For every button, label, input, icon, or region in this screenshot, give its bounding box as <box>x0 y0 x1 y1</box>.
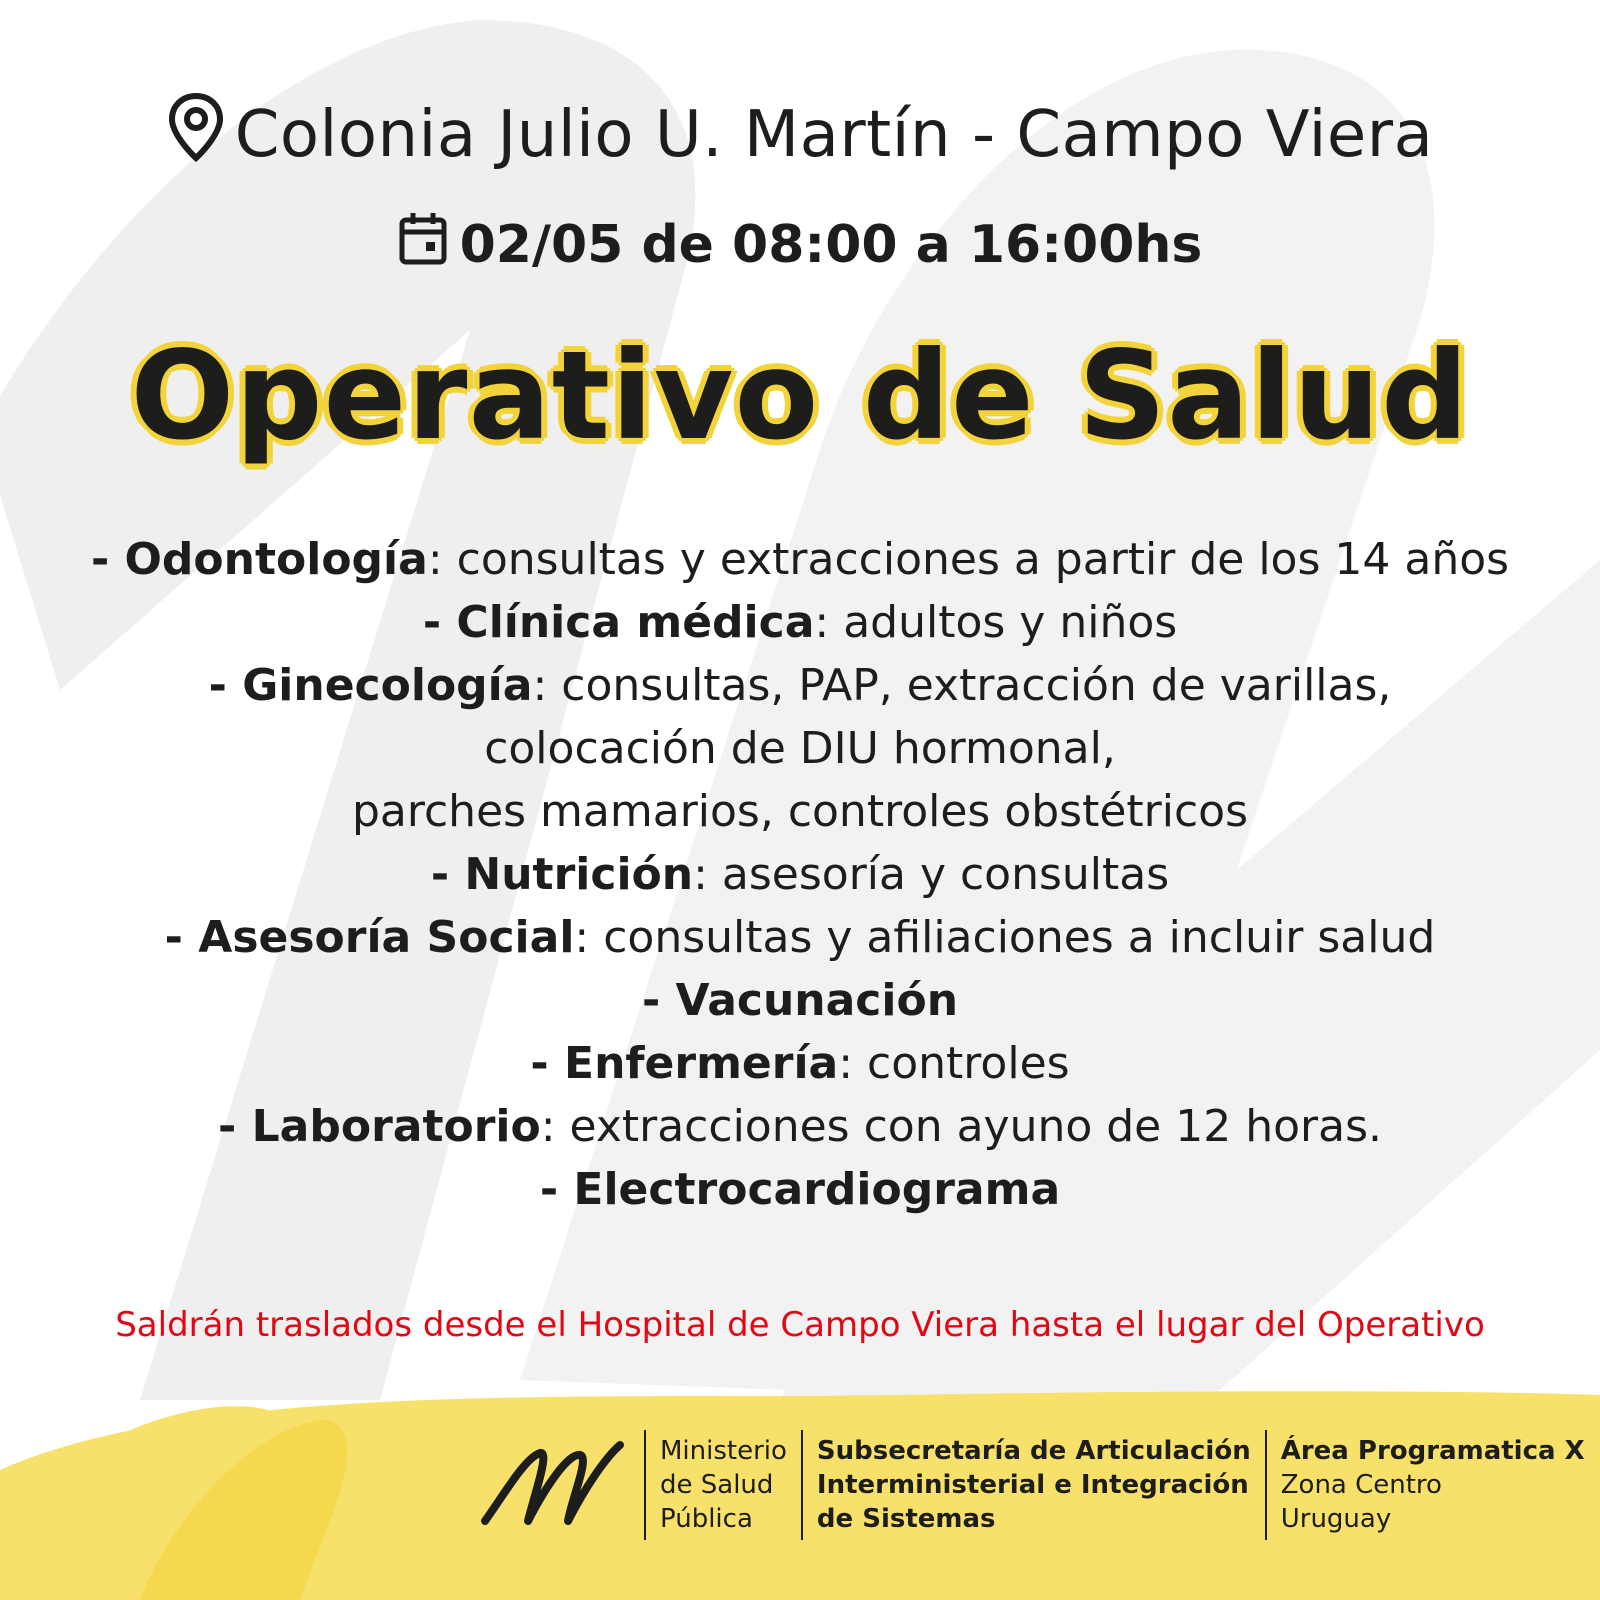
service-item <box>0 528 1600 591</box>
location-text: Colonia Julio U. Martín - Campo Viera <box>234 98 1434 172</box>
transport-notice: Saldrán traslados desde el Hospital de Campo Viera hasta el lugar del Operativo <box>115 1305 1485 1345</box>
date-line <box>0 210 1600 279</box>
service-detail: : asesoría y consultas <box>693 849 1170 900</box>
service-name: Enfermería <box>564 1038 839 1089</box>
service-bullet: - <box>164 912 199 963</box>
service-detail: : consultas, PAP, extracción de varillas, <box>532 660 1392 711</box>
service-item <box>0 654 1600 717</box>
service-name: Asesoría Social <box>198 912 575 963</box>
service-item <box>0 969 1600 1032</box>
service-item <box>0 906 1600 969</box>
service-detail: : consultas y afiliaciones a incluir salud <box>574 912 1436 963</box>
service-name: Ginecología <box>242 660 533 711</box>
footer-logos <box>480 1420 1585 1550</box>
service-name: Odontología <box>124 534 428 585</box>
ministry-logo-icon <box>480 1433 630 1537</box>
calendar-icon <box>398 210 448 279</box>
service-bullet: - <box>539 1164 574 1215</box>
service-bullet: - <box>90 534 125 585</box>
service-bullet: - <box>218 1101 252 1152</box>
service-item <box>0 1158 1600 1221</box>
service-detail: : adultos y niños <box>814 597 1178 648</box>
service-item <box>0 1032 1600 1095</box>
footer-divider <box>1265 1430 1267 1540</box>
service-name: Clínica médica <box>456 597 815 648</box>
service-item <box>0 843 1600 906</box>
services-list <box>0 528 1600 1221</box>
service-detail: colocación de DIU hormonal, <box>484 723 1116 774</box>
service-bullet: - <box>430 849 465 900</box>
service-item <box>0 1095 1600 1158</box>
area-programatica: Área Programatica X Zona Centro Uruguay <box>1280 1436 1585 1534</box>
ministry-name: Ministerio de Salud Pública <box>660 1436 787 1534</box>
service-detail: : consultas y extracciones a partir de los 14 años <box>427 534 1510 585</box>
service-item <box>0 717 1600 780</box>
footer-divider <box>644 1430 646 1540</box>
service-detail: parches mamarios, controles obstétricos <box>351 786 1249 837</box>
service-detail: : extracciones con ayuno de 12 horas. <box>540 1101 1382 1152</box>
service-item <box>0 780 1600 843</box>
service-detail: : controles <box>838 1038 1070 1089</box>
service-name: Electrocardiograma <box>573 1164 1061 1215</box>
page-title: Operativo de Salud <box>130 325 1470 467</box>
subsecretaria-name: Subsecretaría de Articulación Interministerial e Integración de Sistemas <box>816 1436 1251 1534</box>
footer-divider <box>801 1430 803 1540</box>
service-bullet: - <box>422 597 457 648</box>
service-bullet: - <box>530 1038 565 1089</box>
service-name: Vacunación <box>675 975 959 1026</box>
service-name: Nutrición <box>464 849 694 900</box>
service-bullet: - <box>208 660 243 711</box>
service-bullet: - <box>641 975 676 1026</box>
map-pin-icon <box>167 92 225 178</box>
location-line <box>0 92 1600 178</box>
service-name: Laboratorio <box>251 1101 541 1152</box>
service-item <box>0 591 1600 654</box>
date-text: 02/05 de 08:00 a 16:00hs <box>459 214 1203 275</box>
